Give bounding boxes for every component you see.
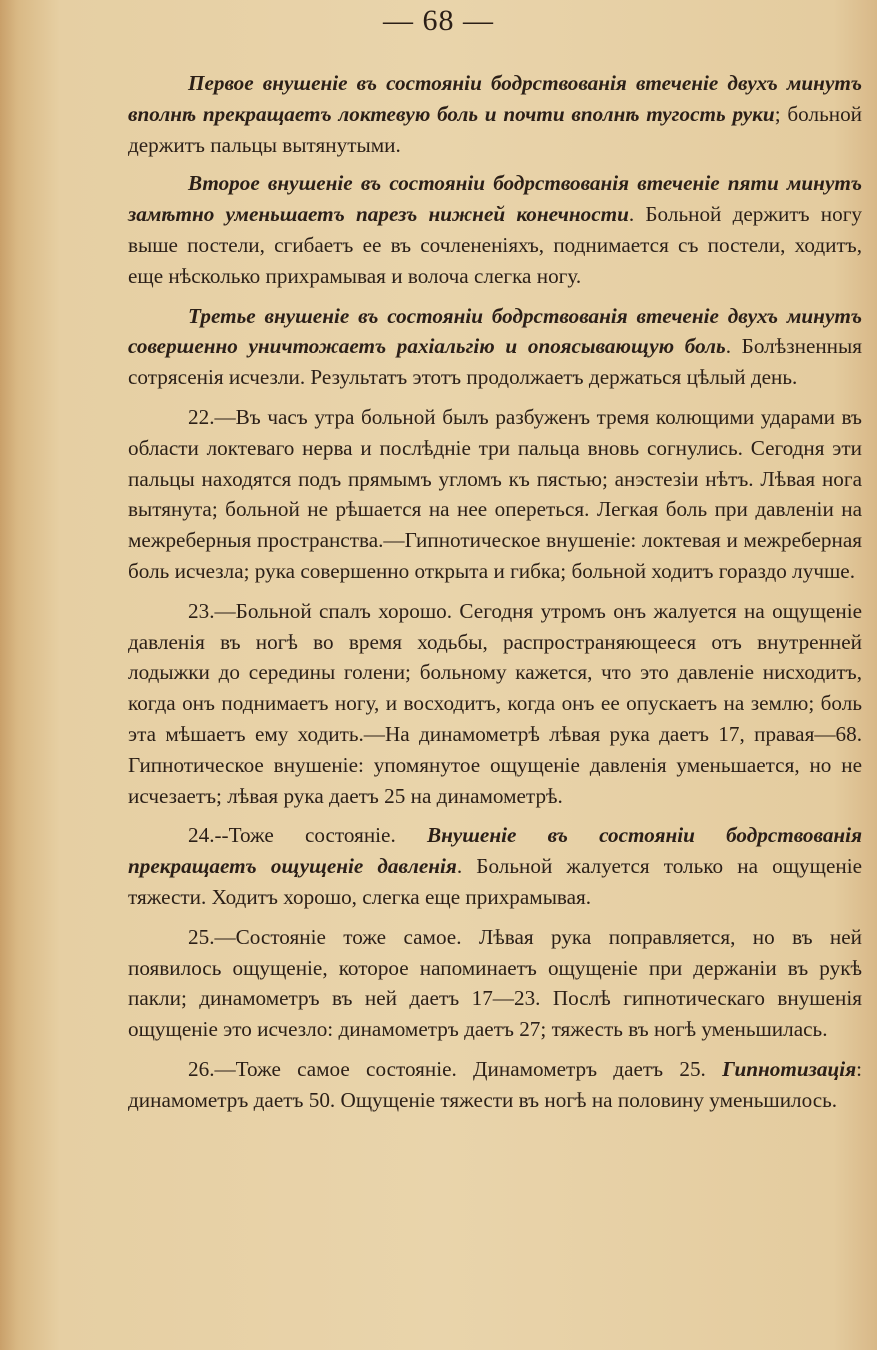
paragraph [128, 922, 862, 1045]
paragraph [128, 301, 862, 393]
text-run: ; больной держитъ пальцы вытянутыми. [128, 101, 862, 157]
italic-run: Второе внушеніе въ состояніи бодрствованія втеченіе пяти минутъ замѣтно уменьшаетъ парезъ нижней конечности [128, 171, 862, 227]
page-text [128, 68, 862, 1125]
text-run: 22.—Въ часъ утра больной былъ разбуженъ тремя колющими ударами въ области локтеваго нерва и послѣдніе три пальца вновь согнулись. Сегодня эти пальцы находятся подъ прямымъ угломъ къ пястью; анэстезіи нѣтъ. Лѣвая нога вытянута; больной не рѣшается на нее опереться. Легкая боль при давленіи на межреберныя пространства.—Гипнотическое внушеніе: локтевая и межреберная боль исчезла; рука совершенно открыта и гибка; больной ходитъ гораздо лучше. [128, 404, 862, 583]
text-run: 26.—Тоже самое состояніе. Динамометръ даетъ 25. [188, 1056, 723, 1081]
paragraph [128, 402, 862, 587]
paragraph [128, 68, 862, 160]
text-run: 24.--Тоже состояніе. [188, 823, 427, 848]
italic-run: Гипнотизація [722, 1056, 857, 1081]
text-run: : динамометръ даетъ 50. Ощущеніе тяжести въ ногѣ на половину уменьшилось. [128, 1056, 862, 1112]
paragraph [128, 168, 862, 291]
text-run: 23.—Больной спалъ хорошо. Сегодня утромъ онъ жалуется на ощущеніе давленія въ ногѣ во время ходьбы, распространяющееся отъ внутренней лодыжки до середины голени; больному кажется, что это давленіе нисходитъ, когда онъ поднимаетъ ногу, и восходитъ, когда онъ ее опускаетъ на землю; боль эта мѣшаетъ ему ходить.—На динамометрѣ лѣвая рука даетъ 17, правая—68. Гипнотическое внушеніе: упомянутое ощущеніе давленія уменьшается, но не исчезаетъ; лѣвая рука даетъ 25 на динамометрѣ. [128, 598, 862, 808]
paragraph [128, 1054, 862, 1116]
paragraph [128, 820, 862, 912]
italic-run: Третье внушеніе въ состояніи бодрствованія втеченіе двухъ минутъ совершенно уничтожаетъ рахіальгію и опоясывающую боль [128, 303, 862, 359]
text-run: . Болѣзненныя сотрясенія исчезли. Результатъ этотъ продолжаетъ держаться цѣлый день. [128, 334, 863, 390]
text-run: 25.—Состояніе тоже самое. Лѣвая рука поправляется, но въ ней появилось ощущеніе, которое напоминаетъ ощущеніе при держаніи въ рукѣ пакли; динамометръ въ ней даетъ 17—23. Послѣ гипнотическаго внушенія ощущеніе это исчезло: динамометръ даетъ 27; тяжесть въ ногѣ уменьшилась. [128, 924, 862, 1042]
text-run: . Больной держитъ ногу выше постели, сгибаетъ ее въ сочлененіяхъ, поднимается съ постели, ходитъ, еще нѣсколько прихрамывая и волоча слегка ногу. [128, 202, 862, 288]
text-run: . Больной жалуется только на ощущеніе тяжести. Ходитъ хорошо, слегка еще прихрамывая. [128, 854, 862, 909]
italic-run: Внушеніе въ состояніи бодрствованія прекращаетъ ощущеніе давленія [128, 823, 862, 879]
page-number: — 68 — [383, 4, 494, 37]
italic-run: Первое внушеніе въ состояніи бодрствованія втеченіе двухъ минутъ вполнѣ прекращаетъ локтевую боль и почти вполнѣ тугость руки [128, 71, 862, 126]
paragraph [128, 596, 862, 812]
